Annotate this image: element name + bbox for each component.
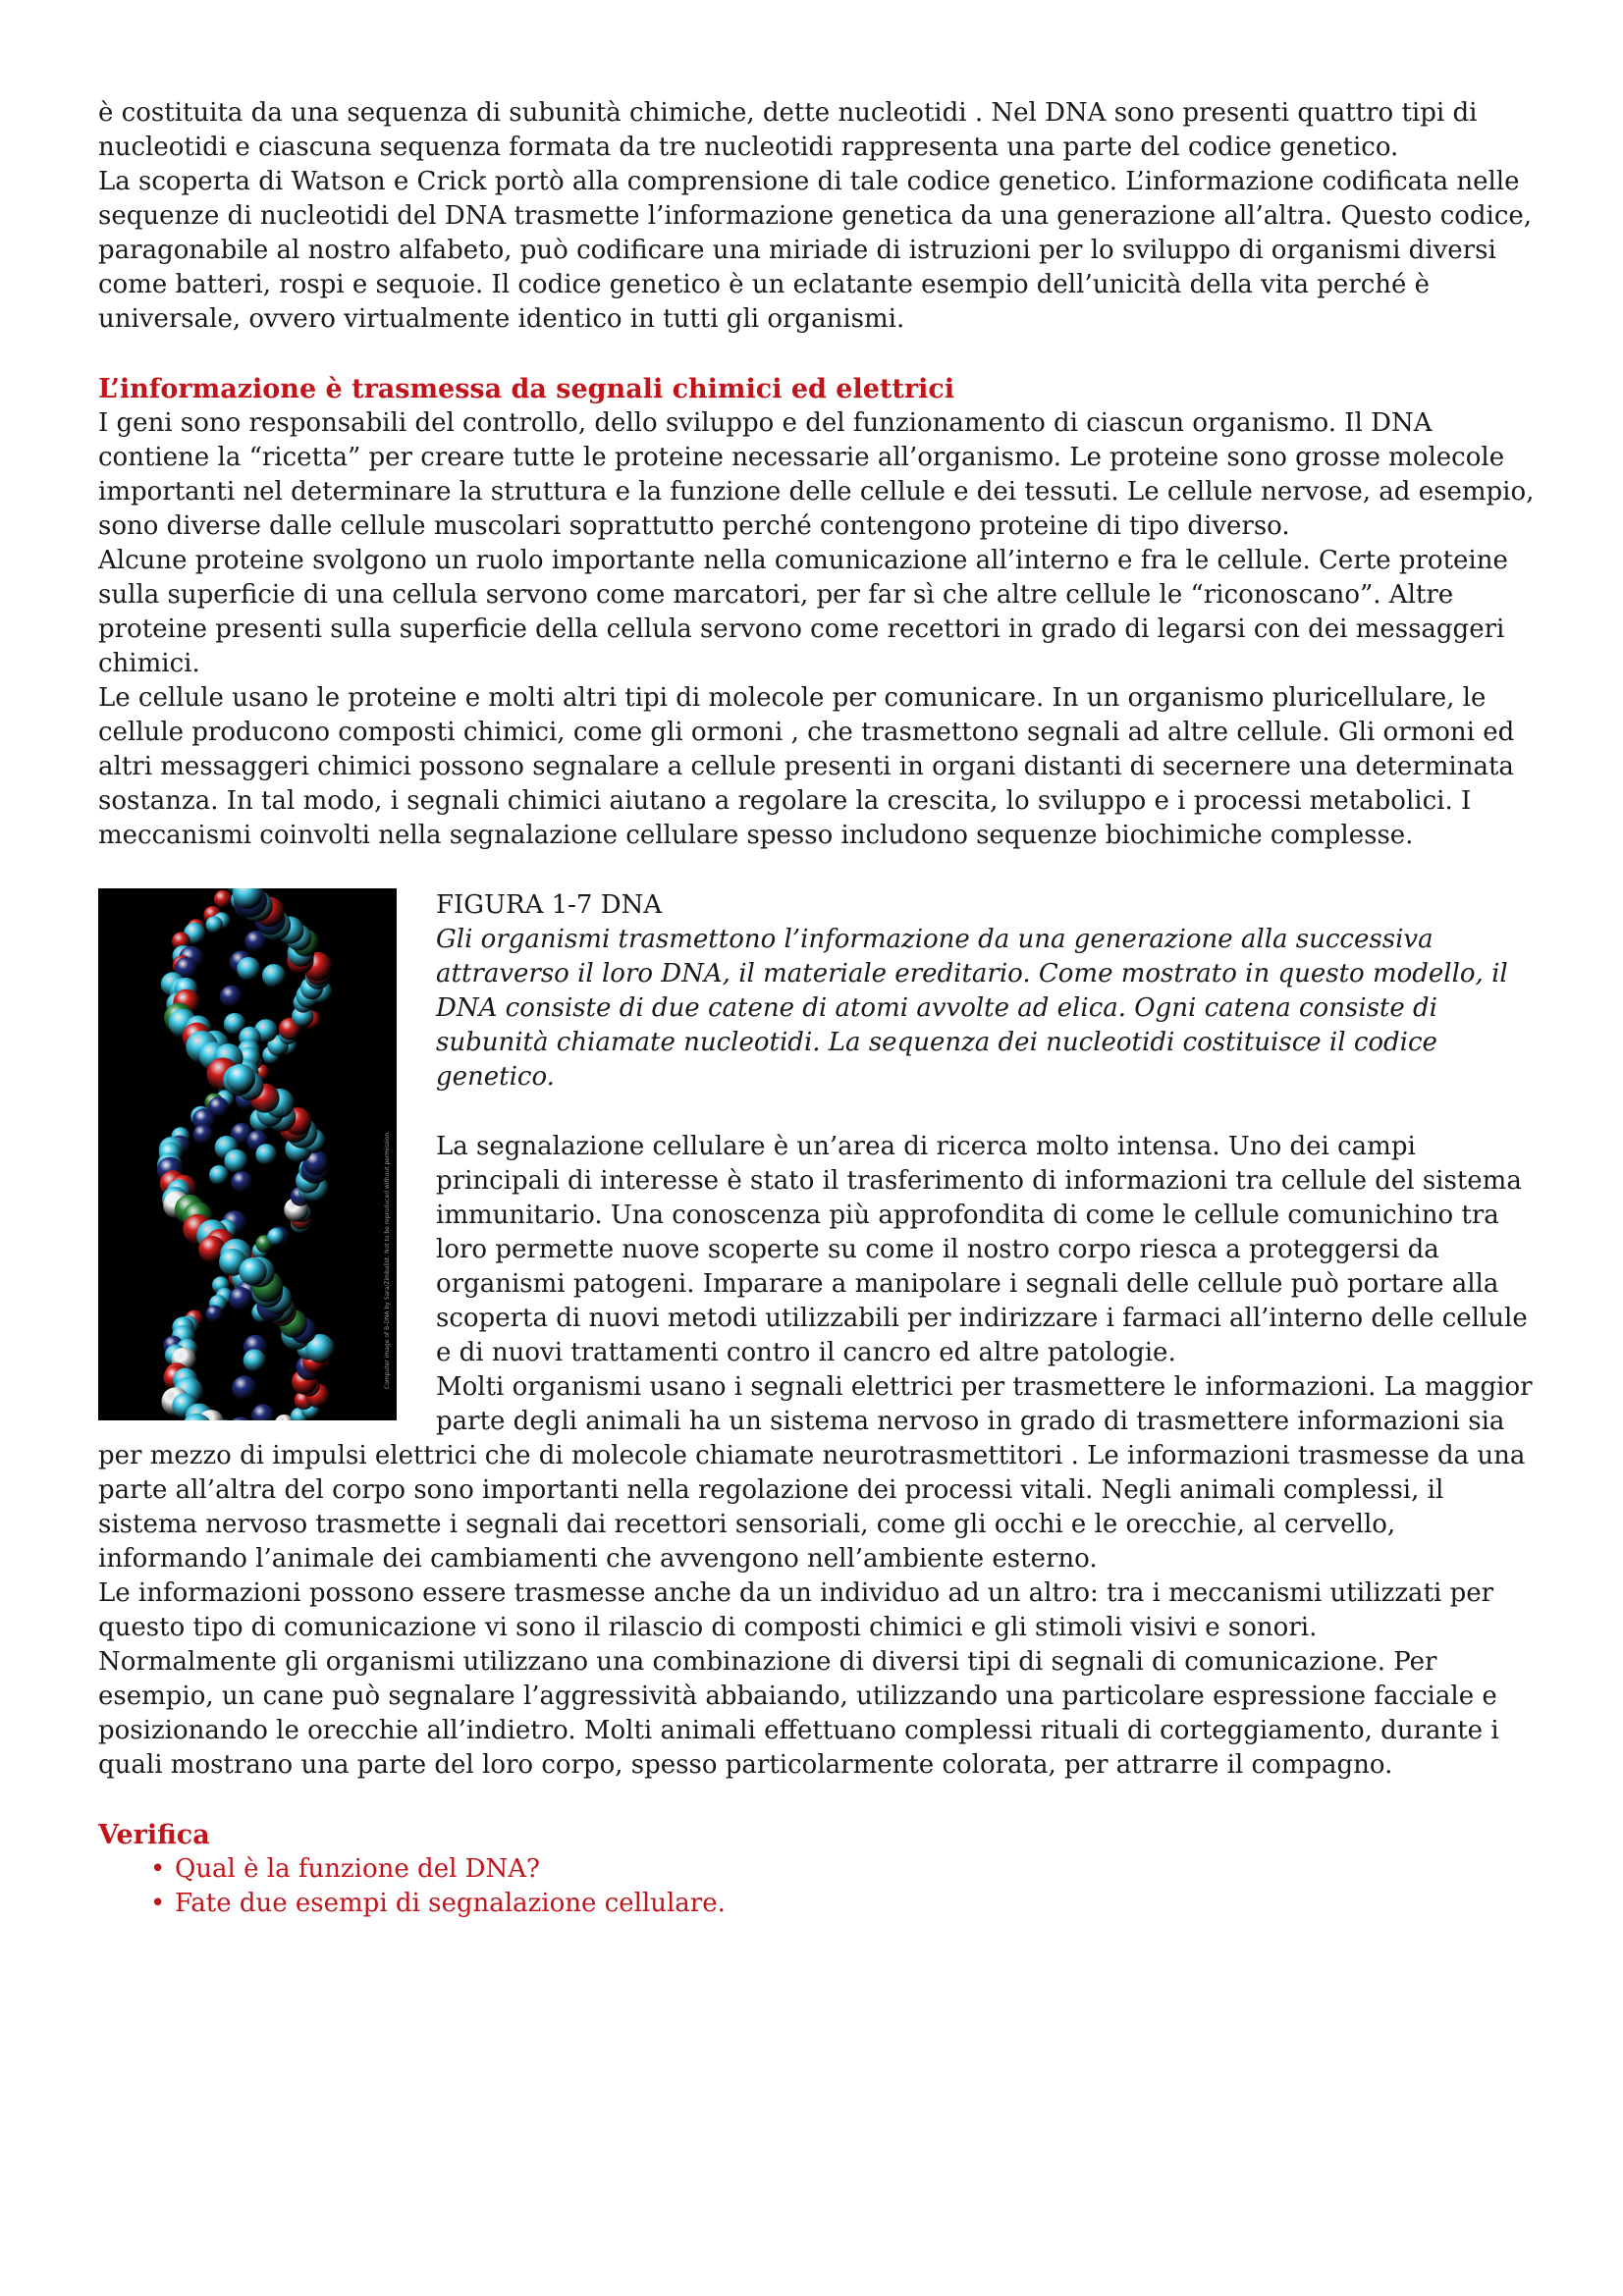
dna-atom bbox=[206, 1306, 223, 1322]
verifica-item: • Qual è la funzione del DNA? bbox=[175, 1852, 1546, 1887]
document-page bbox=[98, 96, 1546, 1921]
dna-atom bbox=[243, 1349, 266, 1371]
dna-atom bbox=[237, 957, 260, 981]
dna-helix-illustration bbox=[98, 888, 397, 1420]
spacer bbox=[98, 1783, 1546, 1818]
dna-atom bbox=[228, 1416, 252, 1420]
verifica-item: • Fate due esempi di segnalazione cellulare. bbox=[175, 1887, 1546, 1921]
dna-atom bbox=[220, 986, 242, 1007]
dna-atom bbox=[224, 1149, 247, 1173]
dna-atom bbox=[267, 1228, 285, 1246]
dna-atom bbox=[229, 1287, 252, 1310]
dna-atom bbox=[214, 890, 232, 908]
dna-atom bbox=[262, 964, 286, 988]
spacer bbox=[98, 337, 1546, 372]
body-paragraph-3: Le informazioni possono essere trasmesse anche da un individuo ad un altro: tra i meccanismi utilizzati per questo tipo di comunicazione vi sono il rilascio di composti chimici e gli stimoli visivi e sonori. bbox=[98, 1578, 1494, 1642]
dna-atom bbox=[239, 1257, 266, 1285]
figure-caption: Gli organismi trasmettono l’informazione da una generazione alla successiva attraverso il loro DNA, il materiale ereditario. Come mostrato in questo modello, il DNA consiste di due catene di atomi avvolte ad elica. Ogni catena consiste di subunità chiamate nucleotidi. La sequenza dei nucleotidi costituisce il codice genetico. bbox=[436, 925, 1508, 1092]
section-paragraph-1: I geni sono responsabili del controllo, dello sviluppo e del funzionamento di ciascun organismo. Il DNA contiene la “ricetta” per creare tutte le proteine necessarie all’organismo. Le proteine sono grosse molecole importanti nel determinare la struttura e la funzione delle cellule e dei tessuti. Le cellule nervose, ad esempio, sono diverse dalle cellule muscolari soprattutto perché contengono proteine di tipo diverso. bbox=[98, 408, 1535, 541]
body-paragraph-1: La segnalazione cellulare è un’area di ricerca molto intensa. Uno dei campi principali di interesse è stato il trasferimento di informazioni tra cellule del sistema immunitario. Una conoscenza più approfondita di come le cellule comunichino tra loro permette nuove scoperte su come il nostro corpo riesca a proteggersi da organismi patogeni. Imparare a manipolare i segnali delle cellule può portare alla scoperta di nuovi metodi utilizzabili per indirizzare i farmaci all’interno delle cellule e di nuovi trattamenti contro il cancro ed altre patologie. bbox=[436, 1132, 1528, 1367]
verifica-list bbox=[98, 1852, 1546, 1921]
figure-block bbox=[98, 888, 1546, 1576]
intro-paragraph-1: è costituita da una sequenza di subunità chimiche, dette nucleotidi . Nel DNA sono presenti quattro tipi di nucleotidi e ciascuna sequenza formata da tre nucleotidi rappresenta una parte del codice genetico. bbox=[98, 98, 1478, 162]
body-paragraph-4: Normalmente gli organismi utilizzano una combinazione di diversi tipi di segnali di comunicazione. Per esempio, un cane può segnalare l’aggressività abbaiando, utilizzando una particolare espressione facciale e posizionando le orecchie all’indietro. Molti animali effettuano complessi rituali di corteggiamento, durante i quali mostrano una parte del loro corpo, spesso particolarmente colorata, per attrarre il compagno. bbox=[98, 1647, 1499, 1780]
image-credit: Computer image of B-DNA by Sara/Zimbalist. Not to be reproduced without permission. bbox=[384, 1130, 391, 1389]
figure-title: FIGURA 1-7 DNA bbox=[436, 890, 663, 920]
dna-atom bbox=[209, 1165, 229, 1185]
dna-atom bbox=[206, 916, 223, 933]
dna-atom bbox=[231, 1171, 252, 1193]
section-heading: L’informazione è trasmessa da segnali chimici ed elettrici bbox=[98, 374, 955, 404]
verifica-heading: Verifica bbox=[98, 1820, 210, 1850]
section-paragraph-2: Alcune proteine svolgono un ruolo importante nella comunicazione all’interno e fra le cellule. Certe proteine sulla superficie di una cellula servono come marcatori, per far sì che altre cellule le “riconoscano”. Altre proteine presenti sulla superficie della cellula servono come recettori in grado di legarsi con dei messaggeri chimici. bbox=[98, 546, 1508, 678]
dna-atom bbox=[251, 1404, 274, 1420]
section-paragraph-3: Le cellule usano le proteine e molti altri tipi di molecole per comunicare. In un organismo pluricellulare, le cellule producono composti chimici, come gli ormoni , che trasmettono segnali ad altre cellule. Gli ormoni ed altri messaggeri chimici possono segnalare a cellule presenti in organi distanti di secernere una determinata sostanza. In tal modo, i segnali chimici aiutano a regolare la crescita, lo sviluppo e i processi metabolici. I meccanismi coinvolti nella segnalazione cellulare spesso includono sequenze biochimiche complesse. bbox=[98, 683, 1515, 850]
dna-model-image bbox=[98, 888, 397, 1420]
body-paragraph-2: Molti organismi usano i segnali elettrici per trasmettere le informazioni. La maggior parte degli animali ha un sistema nervoso in grado di trasmettere informazioni sia per mezzo di impulsi elettrici che di molecole chiamate neurotrasmettitori . Le informazioni trasmesse da una parte all’altra del corpo sono importanti nella regolazione dei processi vitali. Negli animali complessi, il sistema nervoso trasmette i segnali dai recettori sensoriali, come gli occhi e le orecchie, al cervello, informando l’animale dei cambiamenti che avvengono nell’ambiente esterno. bbox=[98, 1372, 1533, 1574]
dna-atom bbox=[232, 1376, 256, 1401]
dna-atom bbox=[255, 1144, 277, 1165]
dna-atom bbox=[193, 1125, 213, 1145]
intro-paragraph-2: La scoperta di Watson e Crick portò alla comprensione di tale codice genetico. L’informazione codificata nelle sequenze di nucleotidi del DNA trasmette l’informazione genetica da una generazione all’altra. Questo codice, paragonabile al nostro alfabeto, può codificare una miriade di istruzioni per lo sviluppo di organismi diversi come batteri, rospi e sequoie. Il codice genetico è un eclatante esempio dell’unicità della vita perché è universale, ovvero virtualmente identico in tutti gli organismi. bbox=[98, 167, 1533, 334]
dna-atom bbox=[227, 1064, 256, 1094]
